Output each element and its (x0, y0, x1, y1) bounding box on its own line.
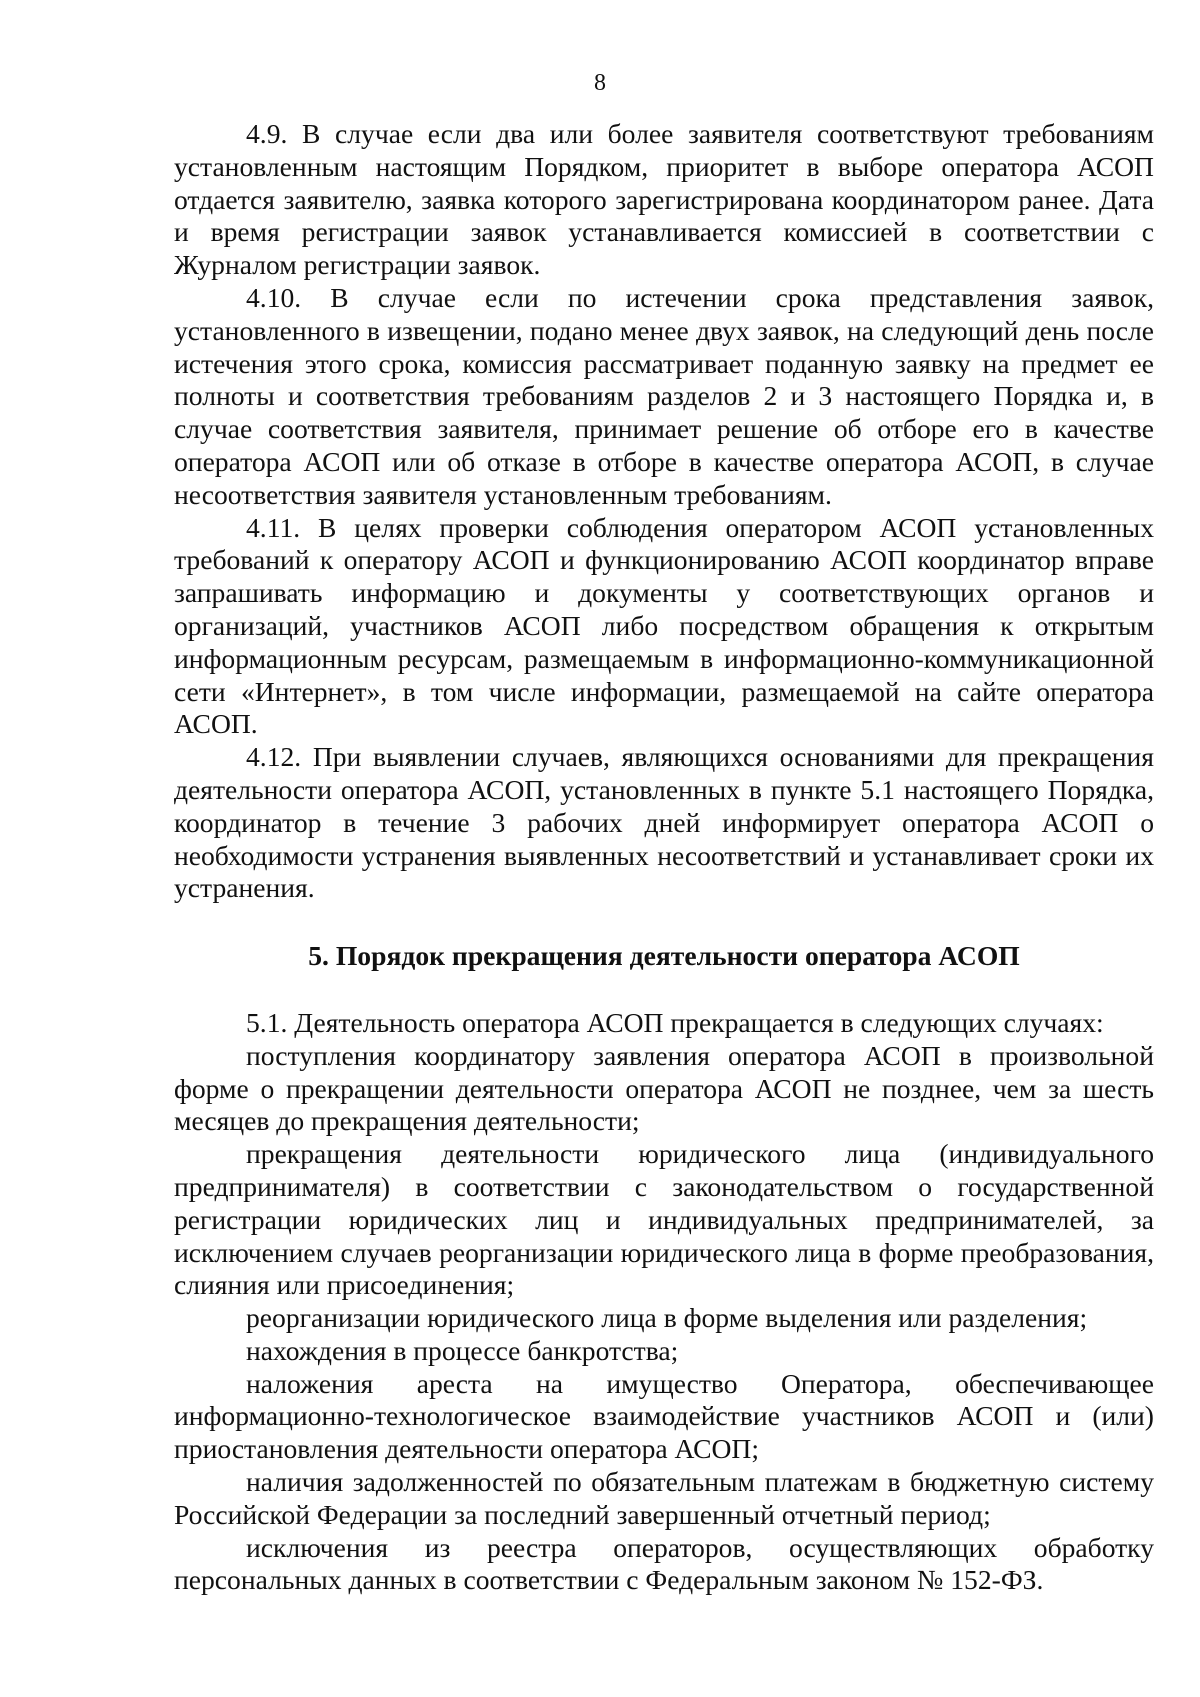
list-item-termination-notice: поступления координатору заявления оператора АСОП в произвольной форме о прекращении деятельности оператора АСОП не позднее, чем за шесть месяцев до прекращения деятельности; (174, 1039, 1154, 1137)
list-item-entity-termination: прекращения деятельности юридического лица (индивидуального предпринимателя) в соответствии с законодательством о государственной регистрации юридических лиц и индивидуальных предпринимателей, за исключением случаев реорганизации юридического лица в форме преобразования, слияния или присоединения; (174, 1138, 1154, 1301)
list-item-debts: наличия задолженностей по обязательным платежам в бюджетную систему Российской Федерации за последний завершенный отчетный период; (174, 1466, 1154, 1530)
page-number: 8 (594, 70, 606, 96)
list-item-bankruptcy: нахождения в процессе банкротства; (246, 1334, 679, 1366)
document-body (174, 118, 1154, 1597)
paragraph-5-1: 5.1. Деятельность оператора АСОП прекращается в следующих случаях: (246, 1006, 1104, 1038)
list-item-registry-exclusion: исключения из реестра операторов, осуществляющих обработку персональных данных в соответствии с Федеральным законом № 152-ФЗ. (174, 1531, 1154, 1596)
paragraph-4-9: 4.9. В случае если два или более заявителя соответствуют требованиям установленным настоящим Порядком, приоритет в выборе оператора АСОП отдается заявителю, заявка которого зарегистрирована координатором ранее. Дата и время регистрации заявок устанавливается комиссией в соответствии с Журналом регистрации заявок. (174, 118, 1154, 281)
list-item-property-arrest: наложения ареста на имущество Оператора, обеспечивающее информационно-технологическое взаимодействие участников АСОП и (или) приостановления деятельности оператора АСОП; (174, 1367, 1154, 1465)
list-item-reorganization: реорганизации юридического лица в форме выделения или разделения; (246, 1302, 1088, 1334)
section-5-heading: 5. Порядок прекращения деятельности оператора АСОП (308, 940, 1020, 972)
paragraph-4-11: 4.11. В целях проверки соблюдения оператором АСОП установленных требований к оператору АСОП и функционированию АСОП координатор вправе запрашивать информацию и документы у соответствующих органов и организаций, участников АСОП либо посредством обращения к открытым информационным ресурсам, размещаемым в информационно-коммуникационной сети «Интернет», в том числе информации, размещаемой на сайте оператора АСОП. (174, 511, 1154, 740)
paragraph-4-12: 4.12. При выявлении случаев, являющихся основаниями для прекращения деятельности оператора АСОП, установленных в пункте 5.1 настоящего Порядка, координатор в течение 3 рабочих дней информирует оператора АСОП о необходимости устранения выявленных несоответствий и устанавливает сроки их устранения. (174, 741, 1154, 904)
paragraph-4-10: 4.10. В случае если по истечении срока представления заявок, установленного в извещении, подано менее двух заявок, на следующий день после истечения этого срока, комиссия рассматривает поданную заявку на предмет ее полноты и соответствия требованиям разделов 2 и 3 настоящего Порядка и, в случае соответствия заявителя, принимает решение об отборе его в качестве оператора АСОП или об отказе в отборе в качестве оператора АСОП, в случае несоответствия заявителя установленным требованиям. (174, 281, 1154, 510)
